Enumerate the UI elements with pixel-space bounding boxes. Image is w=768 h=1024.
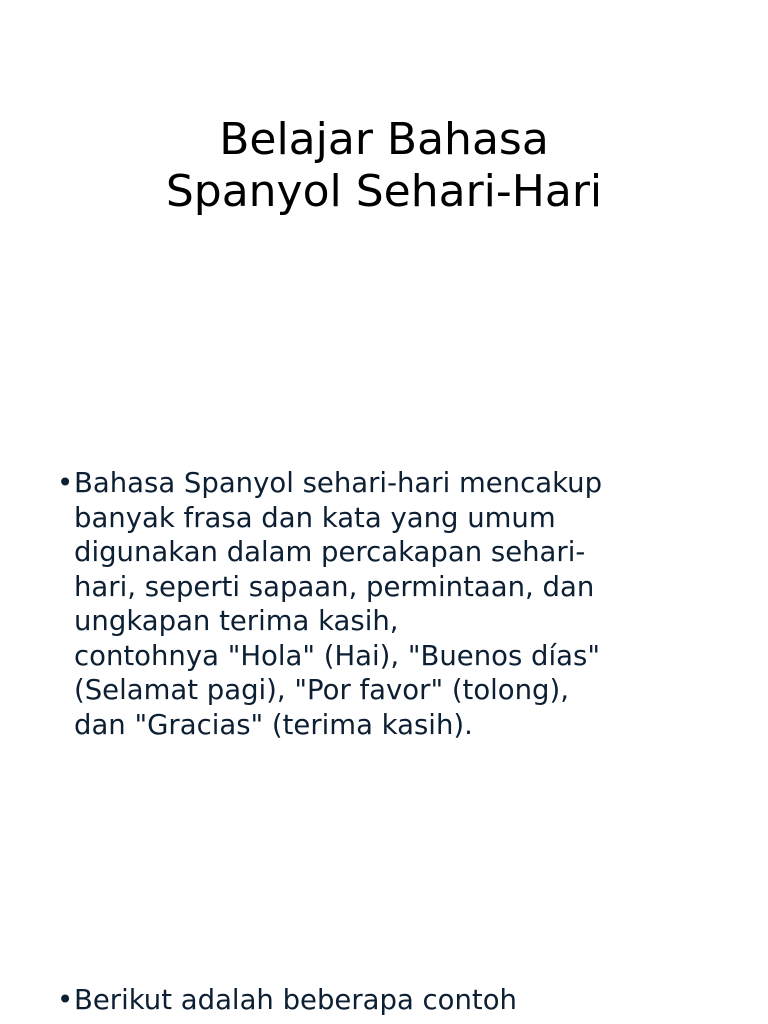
bullet-1-line-1: Bahasa Spanyol sehari-hari mencakup [74,467,603,499]
bullet-1-line-6: contohnya "Hola" (Hai), "Buenos días" [74,639,600,672]
bullet-text-1 [74,466,707,742]
bullet-1-line-2: banyak frasa dan kata yang umum [74,501,556,534]
bullet-1-line-3: digunakan dalam percakapan sehari- [74,536,586,568]
title-line-1: Belajar Bahasa [219,114,549,165]
bullet-1-line-8: dan "Gracias" (terima kasih). [74,708,473,741]
bullet-1-line-7: (Selamat pagi), "Por favor" (tolong), [74,674,569,706]
bullet-text-2 [74,983,707,1018]
bullet-item-2 [57,983,707,1018]
slide-title [0,114,768,218]
bullet-1-line-4: hari, seperti sapaan, permintaan, dan [74,570,595,603]
bullet-2-line-1: Berikut adalah beberapa contoh [74,984,517,1016]
bullet-marker: • [57,984,74,1016]
title-line-2: Spanyol Sehari-Hari [165,166,603,217]
bullet-1-line-5: ungkapan terima kasih, [74,605,399,637]
bullet-item-1 [57,466,707,742]
bullet-marker: • [57,467,74,499]
